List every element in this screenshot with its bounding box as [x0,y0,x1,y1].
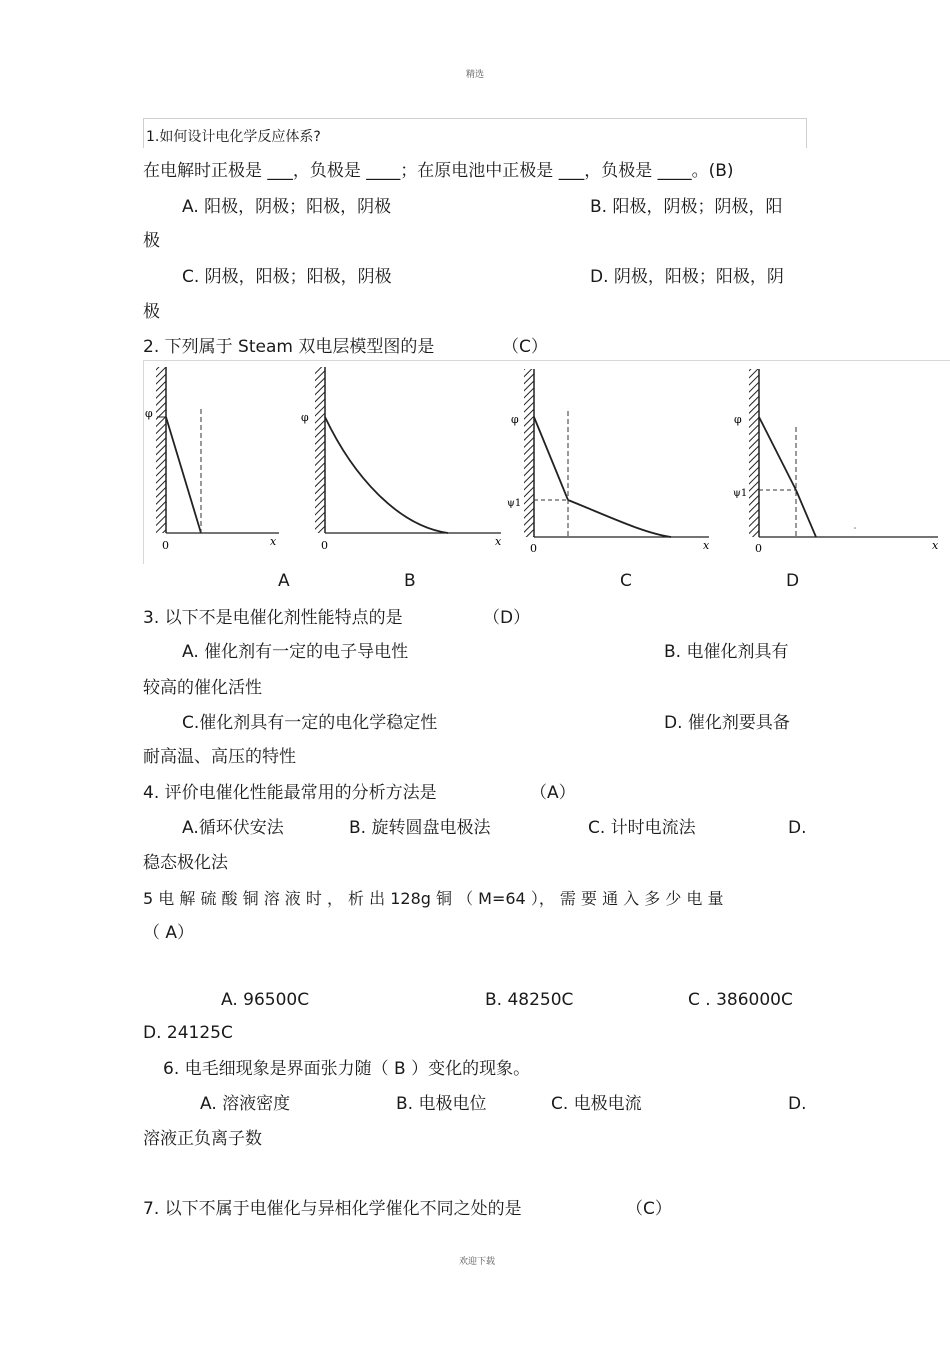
figure-a-x-label: x [270,535,277,548]
question-4-option-c: C. 计时电流法 [588,818,696,838]
question-3-option-a: A. 催化剂有一定的电子导电性 [182,642,409,662]
figure-b [301,367,502,552]
question-7-answer: （C） [626,1199,672,1219]
question-1-stem: 在电解时正极是 ___，负极是 ____；在原电池中正极是 ___，负极是 ____。(B) [143,161,734,181]
double-layer-figures [143,360,950,564]
question-1-option-d-tail: 极 [143,302,160,322]
electrode-hatch [315,367,325,533]
question-5-option-c: C . 386000C [688,990,793,1010]
question-4-stem: 4. 评价电催化性能最常用的分析方法是 [143,783,437,803]
page-header: 精选 [466,70,485,80]
question-6-option-b: B. 电极电位 [396,1094,487,1114]
figure-a-origin: 0 [162,539,169,552]
question-6-option-d: D. [788,1094,807,1114]
question-4-option-d-tail: 稳态极化法 [143,853,228,873]
figure-d-psi-label: ψ1 [733,488,748,499]
question-3-option-c: C.催化剂具有一定的电化学稳定性 [182,713,438,733]
question-1-option-d: D. 阴极，阳极；阳极，阴 [590,267,784,287]
question-2-answer: （C） [502,337,548,357]
question-3-option-d: D. 催化剂要具备 [664,713,790,733]
figure-c-y-label: φ [511,413,519,426]
figure-a [145,367,279,552]
diffuse-layer-curve [568,500,671,537]
question-5-option-a: A. 96500C [221,990,310,1010]
figure-d-origin: 0 [755,542,762,555]
figure-label-d: D [786,571,800,591]
compact-layer-line [534,417,568,500]
electrode-hatch [156,367,166,533]
figure-label-c: C [620,571,632,591]
question-5-option-d: D. 24125C [143,1023,233,1043]
figure-d-x-label: x [932,539,939,552]
figure-c [507,369,710,555]
potential-curve [325,417,448,533]
figure-label-b: B [404,571,416,591]
potential-curve [166,417,201,533]
question-4-option-b: B. 旋转圆盘电极法 [349,818,491,838]
question-4-option-d: D. [788,818,807,838]
electrode-hatch [749,369,759,537]
compact-layer-line [759,417,796,490]
figure-d-y-label: φ [734,413,742,426]
page-footer: 欢迎下载 [459,1257,496,1267]
figure-c-x-label: x [703,539,710,552]
question-3-option-b-tail: 较高的催化活性 [143,678,262,698]
figure-d [733,369,939,555]
question-7-stem: 7. 以下不属于电催化与异相化学催化不同之处的是 [143,1199,522,1219]
figure-label-a: A [278,571,290,591]
figure-c-origin: 0 [530,542,537,555]
question-1-option-b-tail: 极 [143,231,160,251]
question-6-option-a: A. 溶液密度 [200,1094,291,1114]
question-1-title: 1.如何设计电化学反应体系? [146,129,321,145]
question-1-title-box [143,118,807,148]
question-6-stem: 6. 电毛细现象是界面张力随（ B ）变化的现象。 [163,1059,531,1079]
question-1-option-c: C. 阴极，阳极；阳极，阴极 [182,267,392,287]
question-4-answer: （A） [530,783,576,803]
question-5-stem: 5 电 解 硫 酸 铜 溶 液 时 ， 析 出 128g 铜 （ M=64 ）， 需 要 通 入 多 少 电 量 [143,889,724,908]
figure-c-psi-label: ψ1 [507,498,522,509]
figure-a-y-label: φ [145,407,153,420]
figure-b-origin: 0 [321,539,328,552]
question-3-option-d-tail: 耐高温、高压的特性 [143,747,296,767]
double-layer-diagrams [143,361,950,564]
question-5-option-b: B. 48250C [485,990,574,1010]
diffuse-layer-line [796,490,816,537]
question-1-option-a: A. 阳极，阴极；阳极，阴极 [182,197,392,217]
question-5-answer: （ A） [143,923,195,943]
figure-b-x-label: x [495,535,502,548]
question-3-answer: （D） [483,608,531,628]
question-2-stem: 2. 下列属于 Steam 双电层模型图的是 [143,337,435,357]
question-4-option-a: A.循环伏安法 [182,818,284,838]
figure-b-y-label: φ [301,411,309,424]
question-3-stem: 3. 以下不是电催化剂性能特点的是 [143,608,403,628]
electrode-hatch [524,369,534,537]
question-6-option-c: C. 电极电流 [551,1094,642,1114]
question-1-option-b: B. 阳极，阴极；阴极，阳 [590,197,783,217]
question-6-option-d-tail: 溶液正负离子数 [143,1129,262,1149]
question-3-option-b: B. 电催化剂具有 [664,642,789,662]
